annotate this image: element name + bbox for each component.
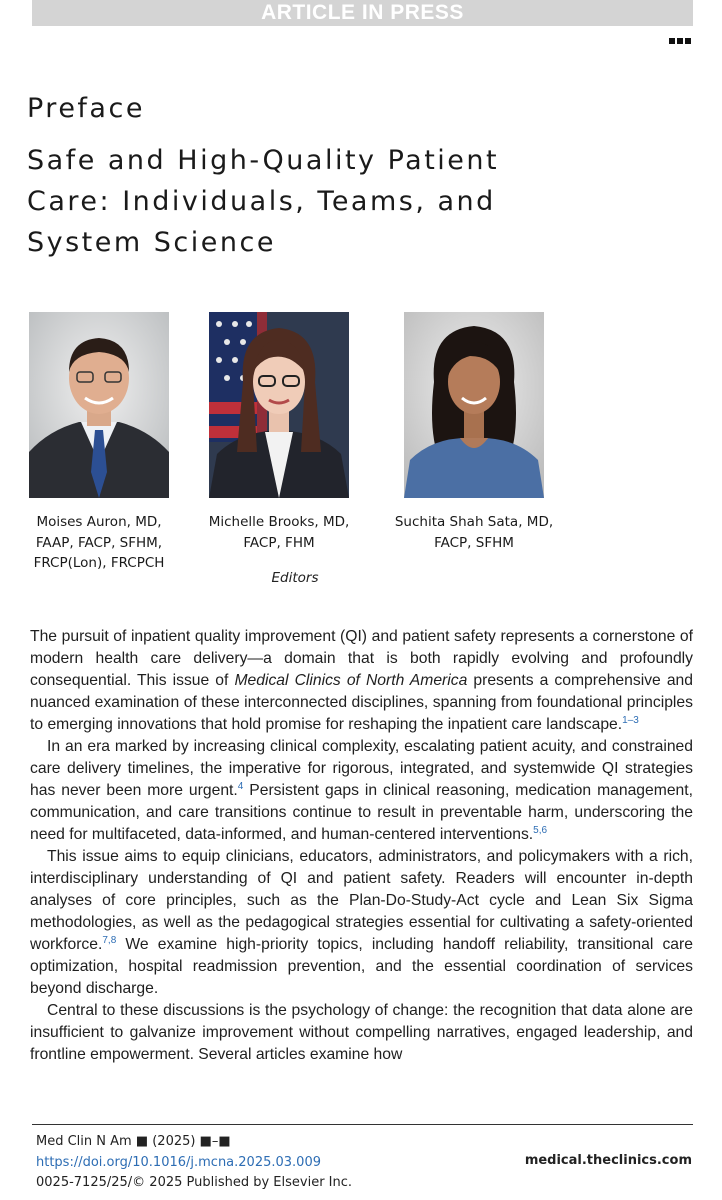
editor-photo-sata	[404, 312, 544, 498]
doi-link[interactable]: https://doi.org/10.1016/j.mcna.2025.03.009	[36, 1154, 321, 1170]
paragraph-text: presents a comprehensive and nuanced examination of these interconnected disciplines, spanning from foundational principles to emerging innovations that hold promise for reshaping the inpatient care landscape.	[30, 672, 693, 733]
journal-citation: Med Clin N Am ■ (2025) ■–■	[36, 1134, 231, 1149]
editor-credential-line: FRCP(Lon), FRCPCH	[33, 555, 165, 571]
title-block	[27, 93, 687, 263]
editor-credential-line: Michelle Brooks, MD,	[208, 514, 350, 530]
paragraph-text: We examine high-priority topics, including handoff reliability, transitional care optimization, hospital readmission prevention, and the essential coordination of services beyond discharge.	[30, 936, 693, 997]
paragraph-text: This issue aims to equip clinicians, educators, administrators, and policymakers with a rich, interdisciplinary understanding of QI and patient safety. Readers will encounter in-depth analyses of core principles, such as the Plan-Do-Study-Act cycle and Lean Six Sigma methodologies, as well as the pedagogical strategies essential for cultivating a safety-oriented workforce.	[30, 848, 693, 953]
preface-body	[30, 626, 693, 1066]
paragraph-text: The pursuit of inpatient quality improvement (QI) and patient safety represents a cornerstone of modern health care delivery—a domain that is both rapidly evolving and profoundly consequential. This issue of	[30, 628, 693, 689]
title-line: Safe and High-Quality Patient	[27, 145, 500, 176]
editor-name-sata	[384, 512, 564, 553]
editor-credential-line: Suchita Shah Sata, MD,	[394, 514, 554, 530]
footer-divider	[32, 1124, 693, 1125]
page-number-placeholder	[669, 38, 691, 44]
reference-link[interactable]: 7,8	[102, 934, 117, 946]
editor-credential-line: FACP, SFHM	[434, 534, 514, 551]
title-line: System Science	[27, 227, 276, 258]
paragraph-text: Persistent gaps in clinical reasoning, medication management, communication, and care transitions continue to result in preventable harm, underscoring the need for multifaceted, data-informed, and human-centered interventions.	[30, 782, 693, 843]
preface-label: Preface	[27, 93, 145, 124]
editors-label: Editors	[271, 570, 319, 586]
paragraph	[30, 626, 693, 736]
reference-link[interactable]: 1–3	[622, 714, 639, 726]
paragraph-text: Central to these discussions is the psychology of change: the recognition that data alone are insufficient to galvanize improvement without compelling narratives, engaged leadership, and frontline empowerment. Several articles examine how	[30, 1002, 693, 1063]
paragraph-text: In an era marked by increasing clinical complexity, escalating patient acuity, and constrained care delivery timelines, the imperative for rigorous, integrated, and systemwide QI strategies has never been more urgent.	[30, 738, 693, 799]
reference-link[interactable]: 4	[237, 780, 244, 792]
title-line: Care: Individuals, Teams, and	[27, 186, 496, 217]
editor-name-brooks	[194, 512, 364, 553]
editor-credential-line: FAAP, FACP, SFHM,	[35, 534, 163, 551]
editor-credential-line: FACP, FHM	[243, 534, 315, 551]
editor-photo-brooks	[209, 312, 349, 498]
paragraph	[30, 736, 693, 846]
editor-credential-line: Moises Auron, MD,	[36, 514, 162, 530]
journal-site: medical.theclinics.com	[524, 1153, 692, 1168]
editor-photo-auron	[29, 312, 169, 498]
editor-name-auron	[21, 512, 177, 574]
journal-name: Medical Clinics of North America	[234, 672, 468, 689]
copyright-line: 0025-7125/25/© 2025 Published by Elsevier Inc.	[36, 1175, 353, 1190]
paragraph	[30, 846, 693, 1000]
paragraph	[30, 1000, 693, 1066]
article-title	[27, 140, 687, 263]
article-in-press-banner: ARTICLE IN PRESS	[32, 0, 693, 26]
footer-citation-block	[36, 1132, 352, 1194]
reference-link[interactable]: 5,6	[533, 824, 548, 836]
